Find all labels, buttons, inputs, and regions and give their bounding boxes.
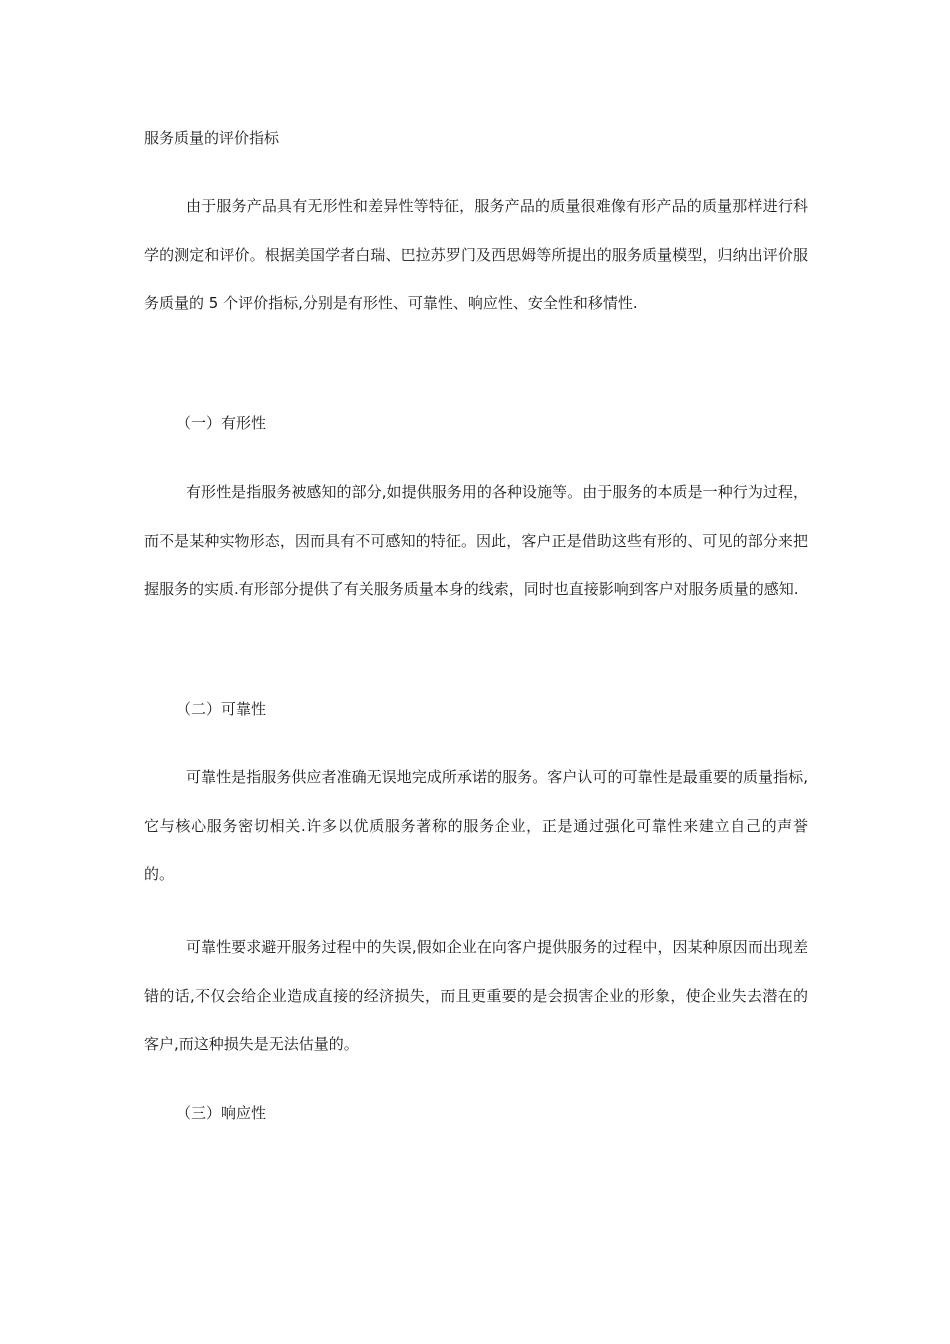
intro-paragraph: 由于服务产品具有无形性和差异性等特征，服务产品的质量很难像有形产品的质量那样进行科学的测定和评价。根据美国学者白瑞、巴拉苏罗门及西思姆等所提出的服务质量模型，归纳出评价服务质量的 5 个评价指标,分别是有形性、可靠性、响应性、安全性和移情性. xyxy=(144,197,808,312)
section-heading-reliability: （二）可靠性 xyxy=(176,700,267,718)
reliability-paragraph-1: 可靠性是指服务供应者准确无误地完成所承诺的服务。客户认可的可靠性是最重要的质量指标,它与核心服务密切相关.许多以优质服务著称的服务企业，正是通过强化可靠性来建立自己的声誉的。 xyxy=(144,768,808,883)
reliability-paragraph-2: 可靠性要求避开服务过程中的失误,假如企业在向客户提供服务的过程中，因某种原因而出现差错的话,不仅会给企业造成直接的经济损失，而且更重要的是会损害企业的形象，使企业失去潜在的客户,而这种损失是无法估量的。 xyxy=(144,938,808,1053)
section-heading-responsiveness: （三）响应性 xyxy=(176,1104,267,1122)
section-heading-tangibility: （一）有形性 xyxy=(176,414,267,432)
tangibility-paragraph: 有形性是指服务被感知的部分,如提供服务用的各种设施等。由于服务的本质是一种行为过程，而不是某种实物形态，因而具有不可感知的特征。因此，客户正是借助这些有形的、可见的部分来把握服务的实质.有形部分提供了有关服务质量本身的线索，同时也直接影响到客户对服务质量的感知. xyxy=(144,483,808,598)
document-title: 服务质量的评价指标 xyxy=(144,129,280,147)
